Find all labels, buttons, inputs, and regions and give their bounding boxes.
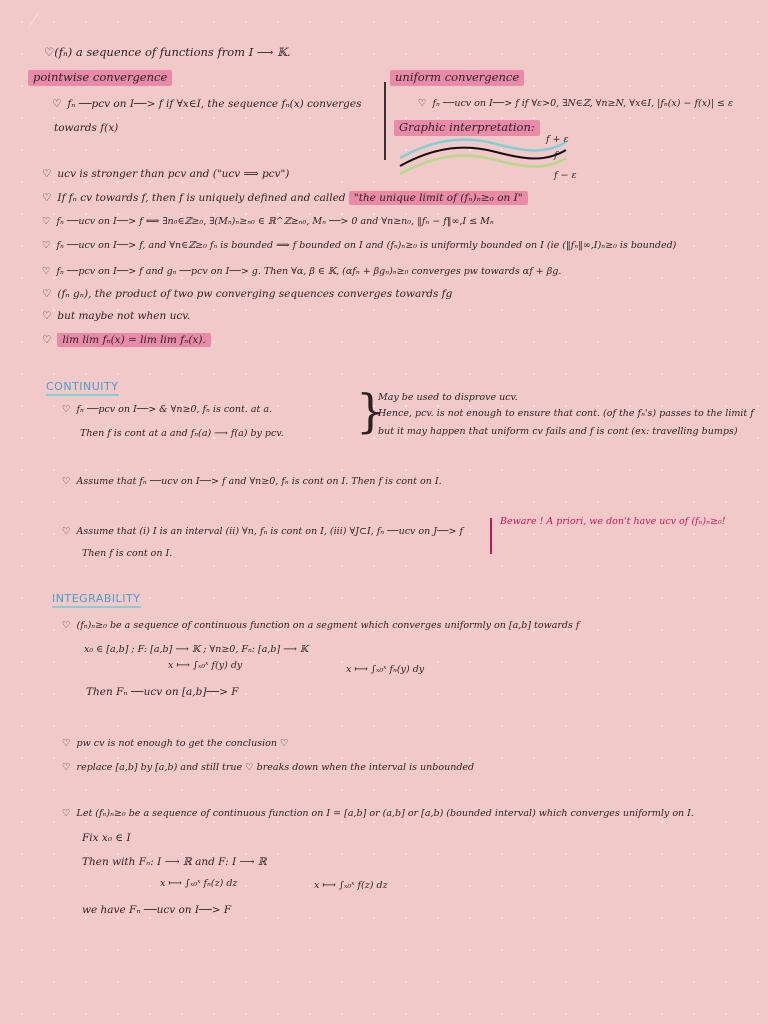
column-divider [384,82,386,160]
integrability-line-1: ♡ (fₙ)ₙ≥₀ be a sequence of continuous function on a segment which converges uniformly on [a,b] towards f [62,620,580,631]
integrability-let-line: ♡ Let (fₙ)ₙ≥₀ be a sequence of continuous function on I = [a,b] or (a,b] or [a,b) (bounded interval) which converges uniformly on I. [62,808,694,819]
unique-limit-highlight: "the unique limit of (fₙ)ₙ≥₀ on I" [349,191,528,205]
heart-bullet-icon: ♡ [62,476,71,487]
graph-label-f: f [554,150,558,161]
integrability-fix-x0: Fix x₀ ∈ I [82,832,131,844]
heart-bullet-icon: ♡ [42,266,51,277]
heart-bullet-icon: ♡ [62,404,71,415]
brace-note-1: May be used to disprove ucv. [378,392,518,403]
heart-bullet-icon: ♡ [42,168,52,180]
pointwise-def-line2: towards f(x) [54,122,119,134]
heart-bullet-icon: ♡ [62,526,71,537]
continuity-assume-2: ♡ Assume that (i) I is an interval (ii) ∀n, fₙ is cont on I, (iii) ∀J⊂I, fₙ ──ucv on J──> f [62,526,464,537]
graph-label-f-minus-eps: f − ε [554,170,577,181]
continuity-section-title: CONTINUITY [46,380,119,396]
continuity-assume-1: ♡ Assume that fₙ ──ucv on I──> f and ∀n≥0, fₙ is cont on I. Then f is cont on I. [62,476,442,487]
continuity-item-2: Then f is cont at a and fₙ(a) ⟶ f(a) by pcv. [80,428,284,439]
integrability-Fn-def: x ⟼ ∫ₓ₀ˣ fₙ(z) dz [160,878,238,889]
heart-bullet-icon: ♡ [62,808,71,819]
heart-bullet-icon: ♡ [62,738,71,749]
graphic-interpretation-header: Graphic interpretation: [394,120,540,136]
brace-note-2: Hence, pcv. is not enough to ensure that cont. (of the fₙ's) passes to the limit f [378,408,754,419]
brace-note-3: but it may happen that uniform cv fails and f is cont (ex: travelling bumps) [378,426,738,437]
pointwise-header: pointwise convergence [28,70,172,86]
heart-bullet-icon: ♡ [62,762,71,773]
integrability-note-2: ♡ replace [a,b] by [a,b) and still true ♡ breaks down when the interval is unbounded [62,762,475,773]
heart-bullet-icon: ♡ [62,620,71,631]
integrability-section-title: INTEGRABILITY [52,592,141,608]
brace-glyph: } [356,384,386,438]
heart-bullet-icon: ♡ [418,98,427,109]
uniform-def: ♡ fₙ ──ucv on I──> f if ∀ε>0, ∃N∈ℤ, ∀n≥N, ∀x∈I, |fₙ(x) − f(x)| ≤ ε [418,98,734,109]
beware-note: Beware ! A priori, we don't have ucv of (fₙ)ₙ≥₀! [500,516,726,527]
heart-bullet-icon: ♡ [52,98,62,110]
pointwise-def-line1: ♡ fₙ ──pcv on I──> f if ∀x∈I, the sequence fₙ(x) converges [52,98,362,110]
integrability-we-have: we have Fₙ ──ucv on I──> F [82,904,232,916]
uniform-header: uniform convergence [390,70,524,86]
integrability-Fn-map: x ⟼ ∫ₓ₀ˣ fₙ(y) dy [346,664,425,675]
integrability-F-def: x ⟼ ∫ₓ₀ˣ f(z) dz [314,880,388,891]
paper-corner-mark: ⁄ [32,8,36,32]
double-limit-highlight: lim lim fₙ(x) = lim lim fₙ(x). [57,333,210,347]
intro-line: ♡(fₙ) a sequence of functions from I ⟶ 𝕂. [44,45,291,59]
continuity-assume-2b: Then f is cont on I. [82,548,173,559]
heart-bullet-icon: ♡ [42,192,52,204]
integrability-F-map: x ⟼ ∫ₓ₀ˣ f(y) dy [168,660,243,671]
heart-bullet-icon: ♡ [42,216,51,227]
note-bounded: ♡ fₙ ──ucv on I──> f, and ∀n∈ℤ≥₀ fₙ is bounded ⟹ f bounded on I and (fₙ)ₙ≥₀ is uniformly bounded on I (ie (‖fₙ‖∞,I)ₙ≥₀ is bounded) [42,240,677,251]
heart-bullet-icon: ♡ [42,310,52,322]
integrability-note-1: ♡ pw cv is not enough to get the conclusion ♡ [62,738,289,749]
integrability-then-with: Then with Fₙ: I ⟶ ℝ and F: I ⟶ ℝ [82,856,267,868]
note-not-ucv: ♡ but maybe not when ucv. [42,310,191,322]
beware-bracket [490,518,492,554]
note-product: ♡ (fₙ gₙ), the product of two pw converging sequences converges towards fg [42,288,453,300]
note-ucv-characterization: ♡ fₙ ──ucv on I──> f ⟺ ∃n₀∈ℤ≥₀, ∃(Mₙ)ₙ≥ₙ₀ ∈ ℝ^ℤ≥ₙ₀, Mₙ ──> 0 and ∀n≥n₀, ‖fₙ − f‖∞,I ≤ Mₙ [42,216,494,227]
note-ucv-stronger: ♡ ucv is stronger than pcv and ("ucv ⟹ pcv") [42,168,290,180]
note-unique-limit: ♡ If fₙ cv towards f, then f is uniquely defined and called "the unique limit of (fₙ)ₙ≥₀ on I" [42,192,528,205]
continuity-item-1: ♡ fₙ ──pcv on I──> & ∀n≥0, fₙ is cont. at a. [62,404,273,415]
heart-bullet-icon: ♡ [42,240,51,251]
integrability-conclusion: Then Fₙ ──ucv on [a,b]──> F [86,686,239,698]
graph-label-f-plus-eps: f + ε [546,134,569,145]
integrability-line-2: x₀ ∈ [a,b] ; F: [a,b] ⟶ 𝕂 ; ∀n≥0, Fₙ: [a,b] ⟶ 𝕂 [84,644,309,655]
heart-bullet-icon: ♡ [42,288,52,300]
heart-bullet-icon: ♡ [42,334,52,346]
note-linear-combination: ♡ fₙ ──pcv on I──> f and gₙ ──pcv on I──> g. Then ∀α, β ∈ 𝕂, (αfₙ + βgₙ)ₙ≥₀ converges pw towards αf + βg. [42,266,562,277]
note-double-limit [42,334,211,347]
